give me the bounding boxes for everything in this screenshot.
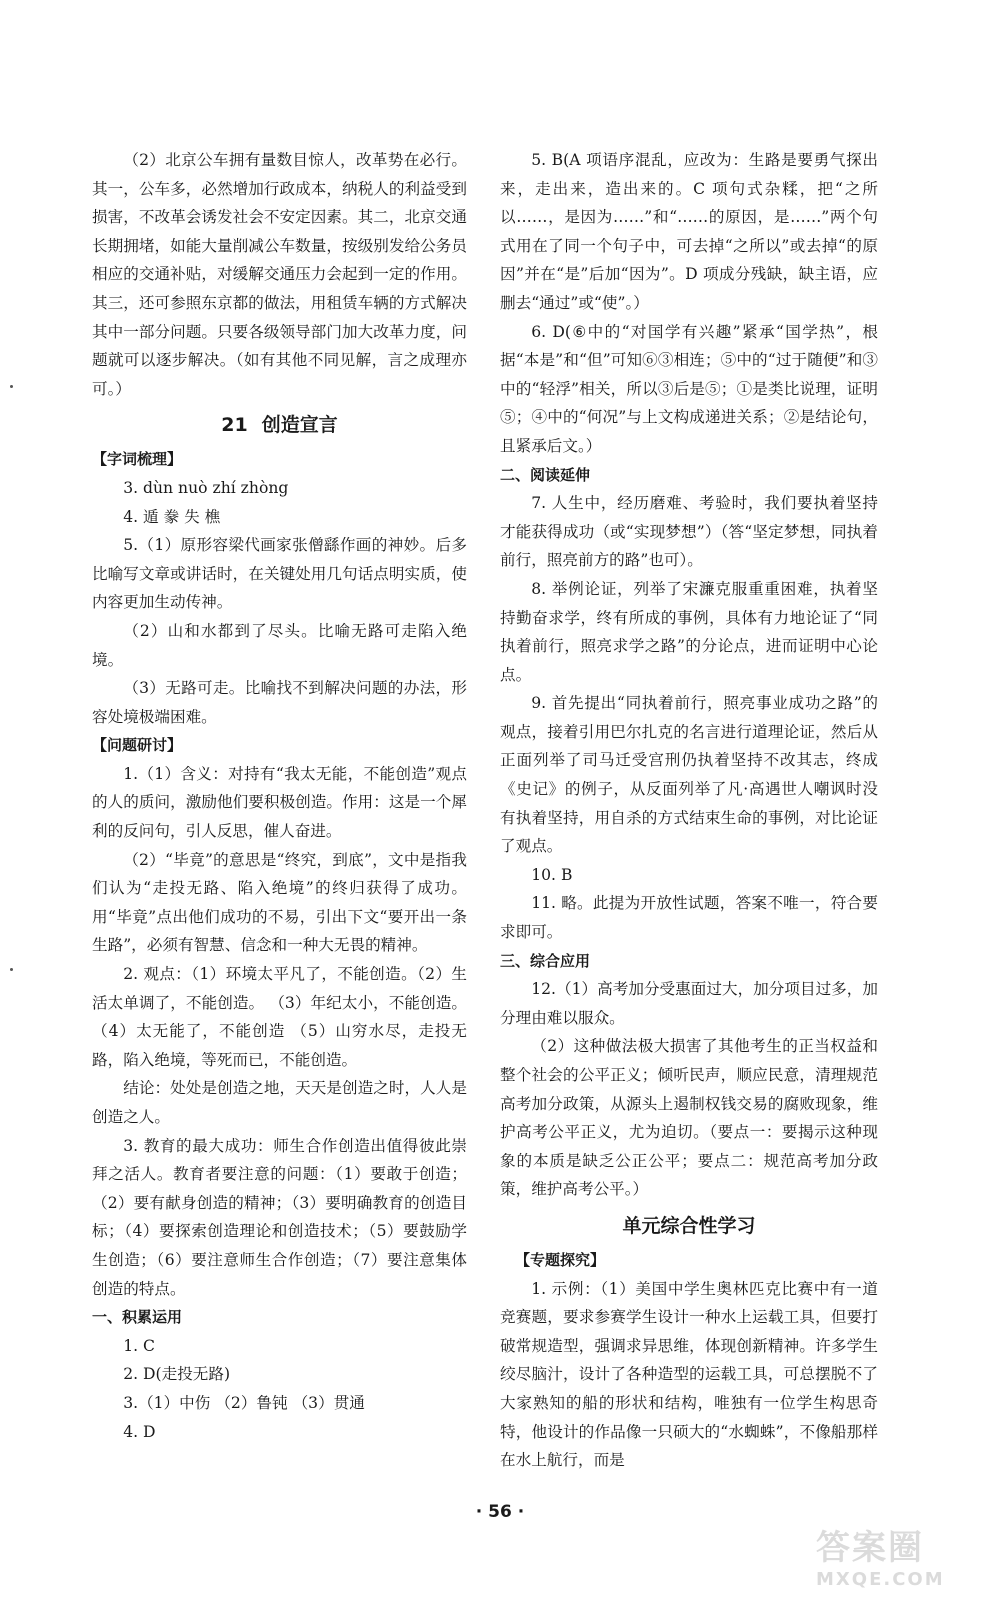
unit-title: 单元综合性学习 xyxy=(622,1214,756,1237)
jilei-item: 3.（1）中伤 （2）鲁钝 （3）贯通 xyxy=(123,1393,365,1412)
page-number: · 56 · xyxy=(475,1502,525,1522)
zici-item: （2）山和水都到了尽头。比喻无路可走陷入绝境。 xyxy=(92,621,467,669)
jilei-item: 1. C xyxy=(123,1336,155,1355)
zonghe-item: 12.（1）高考加分受惠面过大，加分项目过多，加分理由难以服众。 xyxy=(500,980,878,1027)
watermark-text: 答案圈 xyxy=(816,1528,924,1568)
yuedu-item: 8. 举例论证，列举了宋濂克服重重困难，执着坚持勤奋求学，终有所成的事例，具体有力地论证了“同执着前行，照亮求学之路”的分论点，进而证明中心论点。 xyxy=(500,579,878,684)
watermark-logo xyxy=(816,1520,986,1590)
scan-mark xyxy=(10,968,13,971)
yuedu-item: 10. B xyxy=(531,865,573,884)
zici-item: 4. 遁 豢 失 樵 xyxy=(123,507,221,526)
lesson-title xyxy=(92,405,467,445)
right-column xyxy=(500,146,878,1475)
scan-mark xyxy=(10,385,13,388)
zici-item: （3）无路可走。比喻找不到解决问题的办法，形容处境极端困难。 xyxy=(92,679,467,726)
zonghe-item: （2）这种做法极大损害了其他考生的正当权益和整个社会的公平正义；倾听民声，顺应民意，清理规范高考加分政策，从源头上遏制权钱交易的腐败现象，维护高考公平正义，尤为迫切。（要点一：要揭示这种现象的本质是缺乏公正公平；要点二：规范高考加分政策，维护高考公平。） xyxy=(500,1037,878,1199)
yuedu-item: 9. 首先提出“同执着前行，照亮事业成功之路”的观点，接着引用巴尔扎克的名言进行道理论证，然后从正面列举了司马迁受宫刑仍执着坚持不改其志，终成《史记》的例子，从反面列举了凡·高遇世人嘲讽时没有执着坚持，用自杀的方式结束生命的事例，对比论证了观点。 xyxy=(500,694,878,856)
lesson-name: 创造宣言 xyxy=(261,414,338,437)
answer-5: 5. B(A 项语序混乱，应改为：生路是要勇气探出来，走出来，造出来的。C 项句式杂糅，把“之所以……，是因为……”和“……的原因，是……”两个句式用在了同一个句子中，可去掉“之所以”或去掉“的原因”并在“是”后加“因为”。D 项成分残缺，缺主语，应删去“通过”或“使”。） xyxy=(500,151,878,312)
lesson-number: 21 xyxy=(221,414,248,437)
answer-6: 6. D(⑥中的“对国学有兴趣”紧承“国学热”，根据“本是”和“但”可知⑥③相连；⑤中的“过于随便”和③中的“轻浮”相关，所以③后是⑤；①是类比说理，证明⑤；④中的“何况”与上文构成递进关系；②是结论句，且紧承后文。） xyxy=(500,322,878,455)
zici-item: 3. dùn nuò zhí zhòng xyxy=(123,478,289,497)
yuedu-item: 11. 略。此提为开放性试题，答案不唯一，符合要求即可。 xyxy=(500,894,878,942)
section-heading-zhuanti: 【专题探究】 xyxy=(515,1250,606,1269)
section-heading-yuedu: 二、阅读延伸 xyxy=(500,465,591,484)
section-heading-zici: 【字词梳理】 xyxy=(92,450,183,469)
wenti-item: 3. 教育的最大成功：师生合作创造出值得彼此崇拜之活人。教育者要注意的问题：（1）要敢于创造；（2）要有献身创造的精神；（3）要明确教育的创造目标；（4）要探索创造理论和创造技术；（5）要鼓励学生创造；（6）要注意师生合作创造；（7）要注意集体创造的特点。 xyxy=(92,1136,467,1298)
left-column xyxy=(92,146,467,1446)
jilei-item: 4. D xyxy=(123,1422,156,1441)
wenti-item: 2. 观点：（1）环境太平凡了，不能创造。（2）生活太单调了，不能创造。 （3）年纪太小，不能创造。 （4）太无能了，不能创造 （5）山穷水尽，走投无路，陷入绝境，等死而已，不能创造。 xyxy=(92,965,467,1069)
section-heading-jilei: 一、积累运用 xyxy=(92,1308,183,1327)
jilei-item: 2. D(走投无路) xyxy=(123,1365,231,1384)
wenti-item: （2）“毕竟”的意思是“终究，到底”，文中是指我们认为“走投无路、陷入绝境”的终归获得了成功。用“毕竟”点出他们成功的不易，引出下文“要开出一条生路”，必须有智慧、信念和一种大无畏的精神。 xyxy=(92,850,467,955)
watermark-url: MXQE.COM xyxy=(816,1569,945,1590)
section-heading-wenti: 【问题研讨】 xyxy=(92,736,183,755)
wenti-item: 结论：处处是创造之地，天天是创造之时，人人是创造之人。 xyxy=(92,1079,467,1126)
wenti-item: 1.（1）含义：对持有“我太无能，不能创造”观点的人的质问，激励他们要积极创造。作用：这是一个犀利的反问句，引人反思，催人奋进。 xyxy=(92,764,467,841)
yuedu-item: 7. 人生中，经历磨难、考验时，我们要执着坚持才能获得成功（或“实现梦想”）（答“坚定梦想，同执着前行，照亮前方的路”也可）。 xyxy=(500,494,878,570)
section-heading-zonghe: 三、综合应用 xyxy=(500,951,591,970)
intro-paragraph: （2）北京公车拥有量数目惊人，改革势在必行。其一，公车多，必然增加行政成本，纳税人的利益受到损害，不改革会诱发社会不安定因素。其二，北京交通长期拥堵，如能大量削减公车数量，按级别发给公务员相应的交通补贴，对缓解交通压力会起到一定的作用。其三，还可参照东京都的做法，用租赁车辆的方式解决其中一部分问题。只要各级领导部门加大改革力度，问题就可以逐步解决。（如有其他不同见解，言之成理亦可。） xyxy=(92,151,467,398)
zici-item: 5.（1）原形容梁代画家张僧繇作画的神妙。后多比喻写文章或讲话时，在关键处用几句话点明实质，使内容更加生动传神。 xyxy=(92,536,467,612)
zhuanti-item: 1. 示例：（1）美国中学生奥林匹克比赛中有一道竞赛题，要求参赛学生设计一种水上运载工具，但要打破常规造型，强调求异思维，体现创新精神。许多学生绞尽脑汁，设计了各种造型的运载工具，可总摆脱不了大家熟知的船的形状和结构，唯独有一位学生构思奇特，他设计的作品像一只硕大的“水蜘蛛”，不像船那样在水上航行，而是 xyxy=(500,1279,878,1470)
